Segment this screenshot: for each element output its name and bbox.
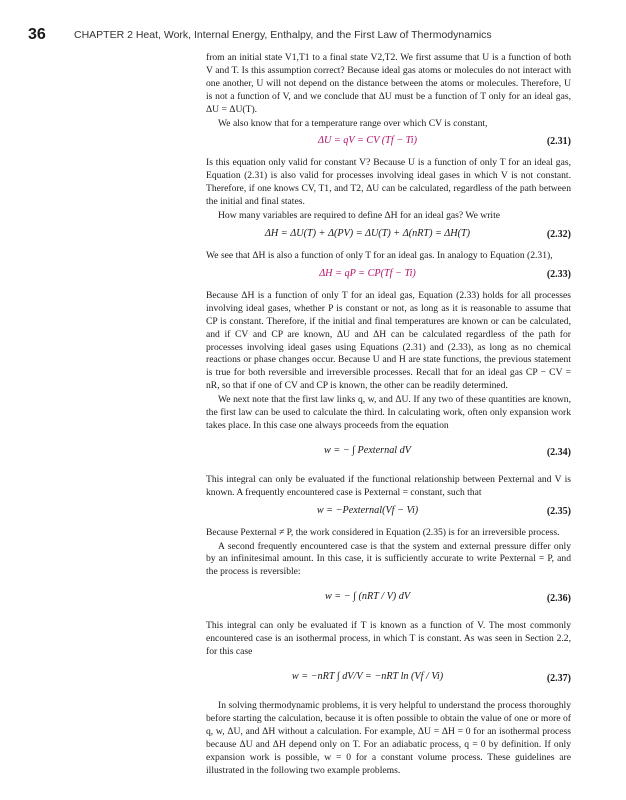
paragraph: In solving thermodynamic problems, it is very helpful to understand the process thoroughly before starting the calculation, because it is often possible to obtain the value of one or more of q, w, ΔU, and ΔH without a calculation. For example, ΔU = ΔH = 0 for an isothermal process because ΔU and ΔH depend only on T. For an adiabatic process, q = 0 by definition. If only expansion work is possible, w = 0 for a constant volume process. These guidelines are illustrated in the following two example problems.	[206, 700, 571, 776]
equation-text: w = − ∫ (nRT / V) dV	[324, 591, 411, 603]
paragraph: Because Pexternal ≠ P, the work considered in Equation (2.35) is for an irreversible process.	[206, 526, 560, 538]
equation-text: w = −nRT ∫ dV/V = −nRT ln (Vf / Vi)	[291, 671, 444, 682]
paragraph: Is this equation only valid for constant V? Because U is a function of only T for an ideal gas, Equation (2.31) is also valid for processes involving ideal gases in which V is not constant. Therefore, if one knows CV, T1, and T2, ΔU can be calculated, regardless of the path between the initial and final states.	[206, 157, 571, 208]
page-body	[206, 52, 571, 778]
paragraph: We see that ΔH is also a function of only T for an ideal gas. In analogy to Equation (2.31),	[206, 249, 553, 261]
equation-text: ΔH = qP = CP(Tf − Ti)	[319, 267, 416, 279]
equation-2-35	[206, 503, 571, 524]
paragraph: This integral can only be evaluated if T is known as a function of V. The most commonly encountered case is an isothermal process, in which T is constant. As was seen in Section 2.2, for this case	[206, 620, 571, 658]
paragraph: How many variables are required to define ΔH for an ideal gas? We write	[218, 210, 500, 222]
paragraph: A second frequently encountered case is that the system and external pressure differ only by an infinitesimal amount. In this case, it is sufficiently accurate to write Pexternal = P, and the process is reversible:	[206, 540, 571, 578]
equation-2-34	[206, 436, 571, 471]
equation-number: (2.36)	[546, 593, 571, 605]
equation-number: (2.37)	[546, 673, 571, 684]
equation-2-36	[206, 582, 571, 617]
equation-number: (2.34)	[546, 446, 571, 458]
equation-number: (2.35)	[546, 505, 571, 517]
paragraph: We next note that the first law links q, w, and ΔU. If any two of these quantities are known, the first law can be used to calculate the third. In calculating work, often only expansion work takes place. In this case one always proceeds from the equation	[206, 394, 571, 431]
equation-2-33	[206, 266, 571, 287]
equation-text: w = −Pexternal(Vf − Vi)	[316, 504, 419, 516]
equation-text: w = − ∫ Pexternal dV	[324, 444, 411, 456]
paragraph: Because ΔH is a function of only T for an ideal gas, Equation (2.33) holds for all processes involving ideal gases, whether P is constant or not, as long as it is reasonable to assume that CP is constant. Therefore, if the initial and final temperatures are known or can be calculated, and if CV and CP are known, ΔU and ΔH can be calculated regardless of the path for processes involving ideal gases using Equations (2.31) and (2.33), as long as no chemical reactions or phase changes occur. Because U and H are state functions, the previous statement is true for both reversible and irreversible processes. Recall that for an ideal gas CP − CV = nR, so that if one of CV and CP is known, the other can be readily determined.	[206, 289, 571, 392]
paragraph: from an initial state V1,T1 to a final state V2,T2. We first assume that U is a function of both V and T. Is this assumption correct? Because ideal gas atoms or molecules do not interact with one another, U will not depend on the distance between the atoms or molecules. Therefore, U is not a function of V, and we conclude that ΔU must be a function of T only for an ideal gas, ΔU = ΔU(T).	[206, 52, 571, 115]
page-header	[0, 0, 626, 58]
page-number: 36	[28, 26, 46, 43]
chapter-title: CHAPTER 2 Heat, Work, Internal Energy, Enthalpy, and the First Law of Thermodynamics	[74, 29, 492, 41]
paragraph: We also know that for a temperature range over which CV is constant,	[218, 117, 488, 129]
equation-2-37	[206, 662, 571, 697]
equation-number: (2.32)	[546, 228, 571, 240]
equation-number: (2.31)	[546, 136, 571, 148]
equation-text: ΔU = qV = CV (Tf − Ti)	[318, 135, 417, 147]
paragraph: This integral can only be evaluated if the functional relationship between Pexternal and V is known. A frequently encountered case is Pexternal = constant, such that	[206, 473, 571, 498]
equation-text: ΔH = ΔU(T) + Δ(PV) = ΔU(T) + Δ(nRT) = ΔH(T)	[264, 227, 471, 239]
equation-number: (2.33)	[546, 268, 571, 280]
equation-2-31	[206, 133, 571, 154]
equation-2-32	[206, 226, 571, 247]
